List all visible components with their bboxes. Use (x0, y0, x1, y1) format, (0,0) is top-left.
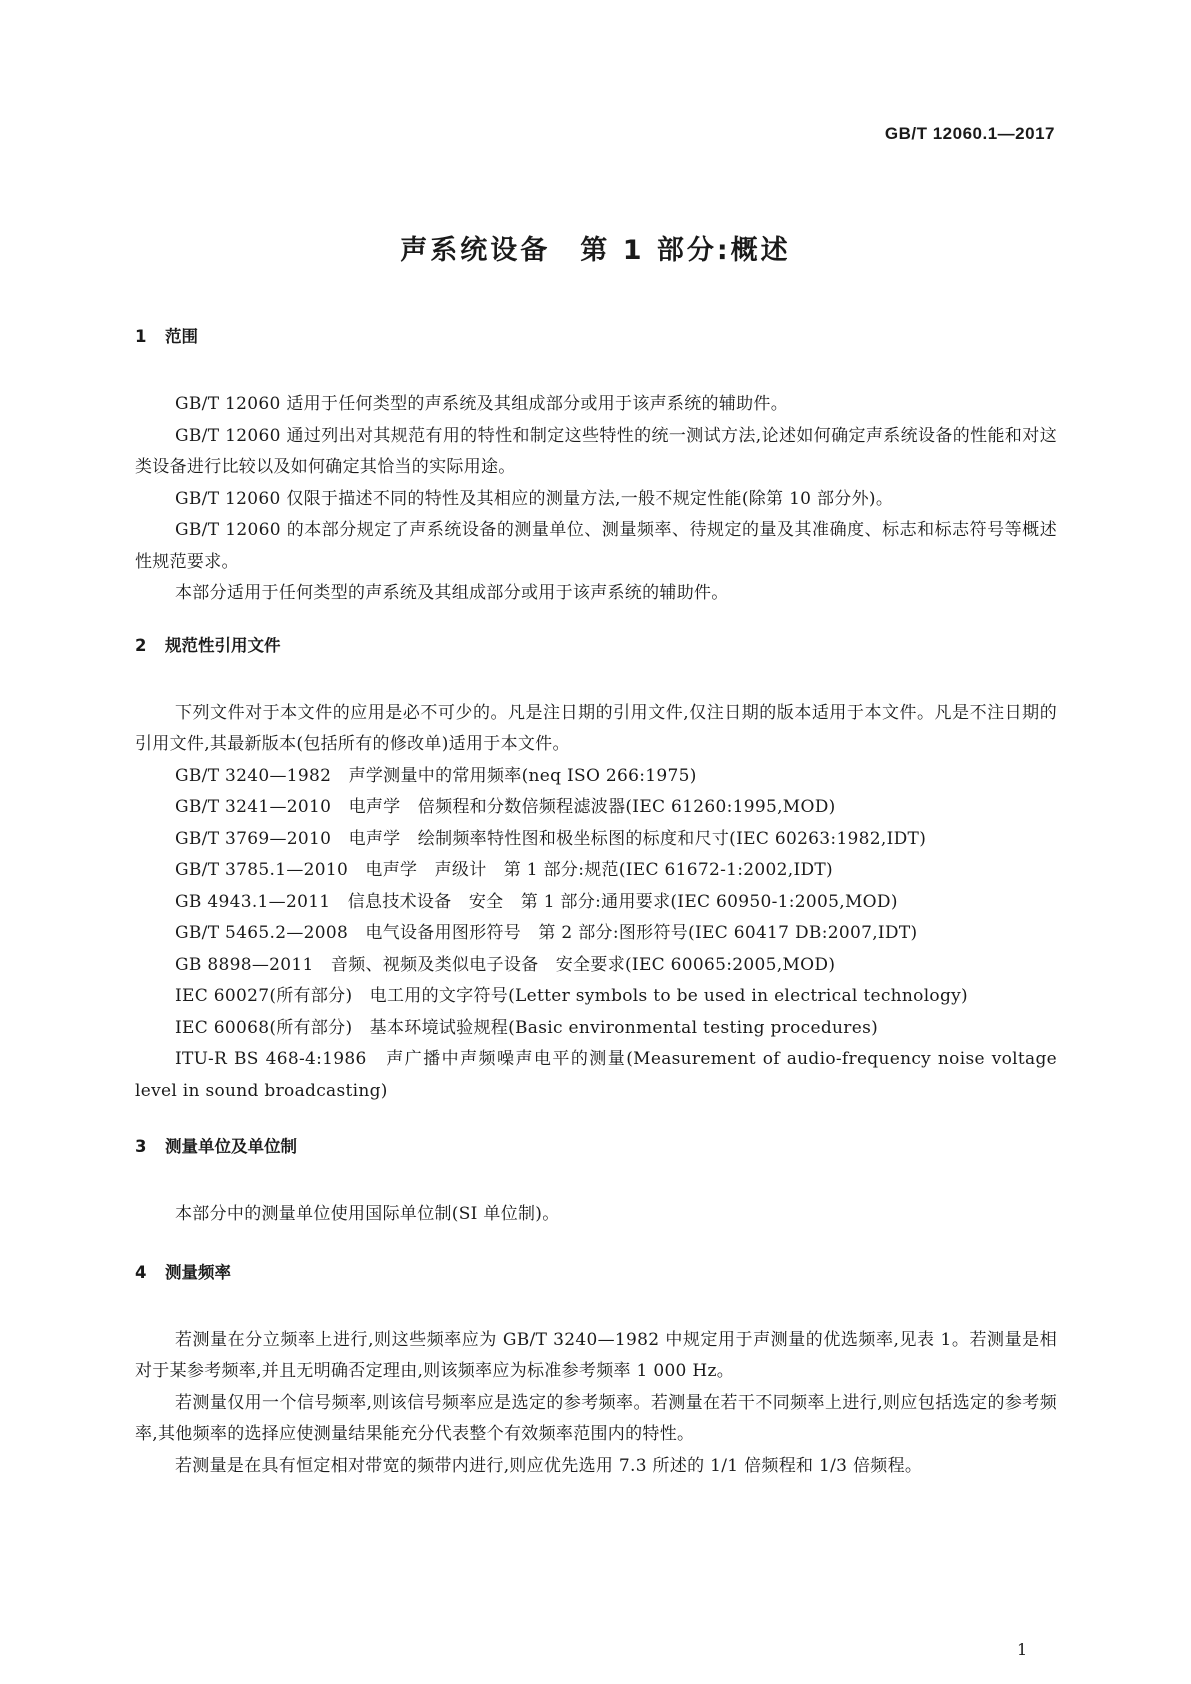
section-title: 范围 (165, 327, 198, 346)
reference-item: GB/T 5465.2—2008 电气设备用图形符号 第 2 部分:图形符号(IEC 60417 DB:2007,IDT) (175, 923, 918, 943)
section-number: 2 (135, 635, 147, 655)
reference-item: GB/T 3769—2010 电声学 绘制频率特性图和极坐标图的标度和尺寸(IEC 60263:1982,IDT) (175, 828, 927, 849)
section-heading (135, 1135, 1057, 1159)
page-number: 1 (1017, 1640, 1028, 1659)
section-normative-references (135, 634, 1063, 1108)
document-title: 声系统设备 第 1 部分:概述 (400, 235, 791, 266)
section-number: 3 (135, 1137, 147, 1156)
paragraph: 若测量仅用一个信号频率,则该信号频率应是选定的参考频率。若测量在若干不同频率上进行,则应包括选定的参考频率,其他频率的选择应使测量结果能充分代表整个有效频率范围内的特性。 (135, 1392, 1057, 1444)
section-title: 测量频率 (165, 1262, 231, 1282)
paragraph: GB/T 12060 的本部分规定了声系统设备的测量单位、测量频率、待规定的量及其准确度、标志和标志符号等概述性规范要求。 (135, 520, 1057, 572)
paragraph: 本部分适用于任何类型的声系统及其组成部分或用于该声系统的辅助件。 (175, 583, 729, 603)
reference-item: IEC 60027(所有部分) 电工用的文字符号(Letter symbols to be used in electrical technology) (175, 986, 968, 1006)
section-heading (135, 325, 1057, 349)
paragraph: 本部分中的测量单位使用国际单位制(SI 单位制)。 (175, 1204, 560, 1224)
document-body (135, 325, 1063, 1482)
paragraph: GB/T 12060 适用于任何类型的声系统及其组成部分或用于该声系统的辅助件。 (175, 394, 789, 414)
reference-item: GB 8898—2011 音频、视频及类似电子设备 安全要求(IEC 60065:2005,MOD) (175, 954, 836, 975)
section-title: 规范性引用文件 (165, 635, 281, 655)
reference-item: GB/T 3785.1—2010 电声学 声级计 第 1 部分:规范(IEC 61672-1:2002,IDT) (175, 860, 833, 880)
reference-item: GB 4943.1—2011 信息技术设备 安全 第 1 部分:通用要求(IEC 60950-1:2005,MOD) (175, 891, 898, 912)
section-heading (135, 634, 1057, 658)
section-measurement-frequencies (135, 1261, 1057, 1483)
reference-item: GB/T 3240—1982 声学测量中的常用频率(neq ISO 266:1975) (175, 765, 697, 786)
paragraph: 若测量在分立频率上进行,则这些频率应为 GB/T 3240—1982 中规定用于声测量的优选频率,见表 1。若测量是相对于某参考频率,并且无明确否定理由,则该频率应为标准参考频率 1 000 Hz。 (135, 1329, 1057, 1381)
paragraph: 下列文件对于本文件的应用是必不可少的。凡是注日期的引用文件,仅注日期的版本适用于本文件。凡是不注日期的引用文件,其最新版本(包括所有的修改单)适用于本文件。 (135, 702, 1057, 754)
paragraph: 若测量是在具有恒定相对带宽的频带内进行,则应优先选用 7.3 所述的 1/1 倍频程和 1/3 倍频程。 (175, 1455, 923, 1476)
section-number: 4 (135, 1262, 147, 1282)
section-title: 测量单位及单位制 (165, 1137, 297, 1156)
section-heading (135, 1261, 1057, 1285)
section-number: 1 (135, 327, 147, 346)
reference-item: ITU-R BS 468-4:1986 声广播中声频噪声电平的测量(Measurement of audio-frequency noise voltage level in sound broadcasting) (135, 1049, 1063, 1101)
section-units (135, 1135, 1057, 1231)
reference-item: GB/T 3241—2010 电声学 倍频程和分数倍频程滤波器(IEC 61260:1995,MOD) (175, 797, 836, 817)
standard-number: GB/T 12060.1—2017 (884, 124, 1055, 143)
paragraph: GB/T 12060 仅限于描述不同的特性及其相应的测量方法,一般不规定性能(除第 10 部分外)。 (175, 488, 894, 509)
paragraph: GB/T 12060 通过列出对其规范有用的特性和制定这些特性的统一测试方法,论述如何确定声系统设备的性能和对这类设备进行比较以及如何确定其恰当的实际用途。 (135, 425, 1057, 477)
section-scope (135, 325, 1057, 610)
reference-item: IEC 60068(所有部分) 基本环境试验规程(Basic environmental testing procedures) (175, 1017, 879, 1038)
